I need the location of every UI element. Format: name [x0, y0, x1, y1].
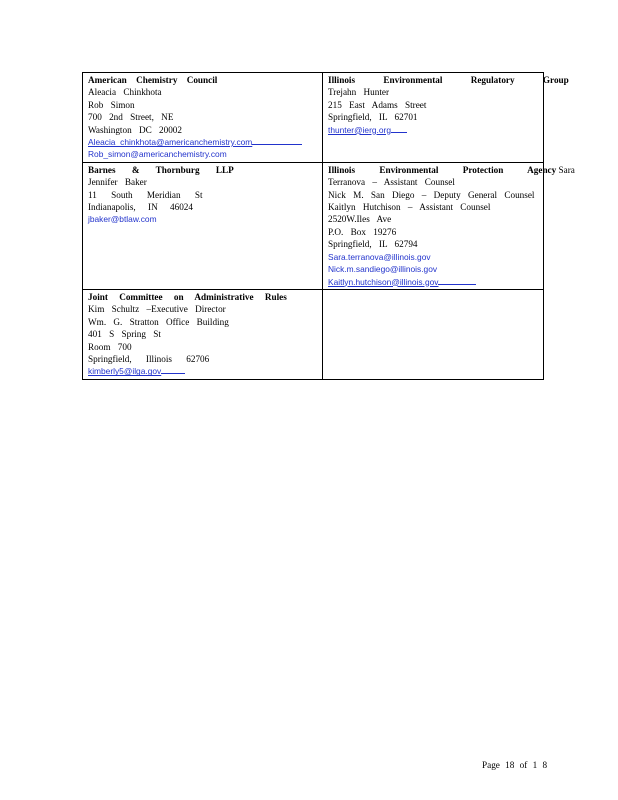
contact-line: 700 2nd Street, NE	[88, 112, 174, 123]
contact-line: Wm. G. Stratton Office Building	[88, 316, 229, 327]
contact-line: Sara	[558, 164, 575, 175]
contact-line: Room 700	[88, 341, 132, 352]
contact-cell-jcar	[83, 289, 323, 379]
contact-line: Trejahn Hunter	[328, 87, 390, 98]
contact-line: Aleacia Chinkhota	[88, 87, 162, 98]
email-link[interactable]: Rob_simon@americanchemistry.com	[88, 149, 227, 160]
email-link[interactable]: thunter@ierg.org	[328, 124, 391, 135]
table-row	[83, 162, 544, 289]
contact-line: Washington DC 20002	[88, 124, 182, 135]
contact-cell-illinois-environmental-regulatory-group	[323, 73, 569, 163]
contact-line: P.O. Box 19276	[328, 226, 397, 237]
contact-line: Jennifer Baker	[88, 177, 147, 188]
table-row	[83, 73, 544, 163]
contact-cell-barnes-thornburg	[83, 162, 323, 289]
table-row	[83, 289, 544, 379]
org-name: Illinois Environmental Regulatory Group	[328, 75, 569, 85]
email-link[interactable]: kimberly5@ilga.gov	[88, 366, 162, 377]
page-number: Page 18 of 1 8	[482, 760, 548, 770]
org-name: Barnes & Thornburg LLP	[88, 164, 234, 175]
contact-line: 2520W.Iles Ave	[328, 214, 392, 225]
contact-line: Rob Simon	[88, 99, 135, 110]
service-list-table	[82, 72, 575, 380]
contact-line: Indianapolis, IN 46024	[88, 202, 193, 213]
contact-line: 11 South Meridian St	[88, 189, 203, 200]
empty-cell	[323, 289, 544, 379]
contact-cell-american-chemistry-council	[83, 73, 323, 163]
contact-line: Kaitlyn Hutchison – Assistant Counsel	[328, 202, 491, 213]
contact-line: 401 S Spring St	[88, 329, 161, 340]
org-name: Joint Committee on Administrative Rules	[88, 291, 287, 302]
contact-line: 215 East Adams Street	[328, 99, 427, 110]
contact-line: Kim Schultz –Executive Director	[88, 304, 226, 315]
contact-line: Springfield, IL 62794	[328, 239, 418, 250]
org-name: Illinois Environmental Protection Agency	[328, 164, 557, 175]
contact-line: Springfield, IL 62701	[328, 112, 418, 123]
email-link[interactable]: Sara.terranova@illinois.gov	[328, 251, 431, 262]
email-link[interactable]: Aleacia_chinkhota@americanchemistry.com	[88, 137, 253, 148]
email-link[interactable]: Kaitlyn.hutchison@illinois.gov	[328, 276, 439, 287]
email-link[interactable]: jbaker@btlaw.com	[88, 214, 157, 225]
org-name: American Chemistry Council	[88, 75, 218, 85]
contact-line: Nick M. San Diego – Deputy General Counsel	[328, 189, 535, 200]
contact-cell-illinois-epa	[323, 162, 575, 289]
contact-line: Terranova – Assistant Counsel	[328, 177, 455, 188]
email-link[interactable]: Nick.m.sandiego@illinois.gov	[328, 264, 438, 275]
contact-line: Springfield, Illinois 62706	[88, 353, 210, 364]
